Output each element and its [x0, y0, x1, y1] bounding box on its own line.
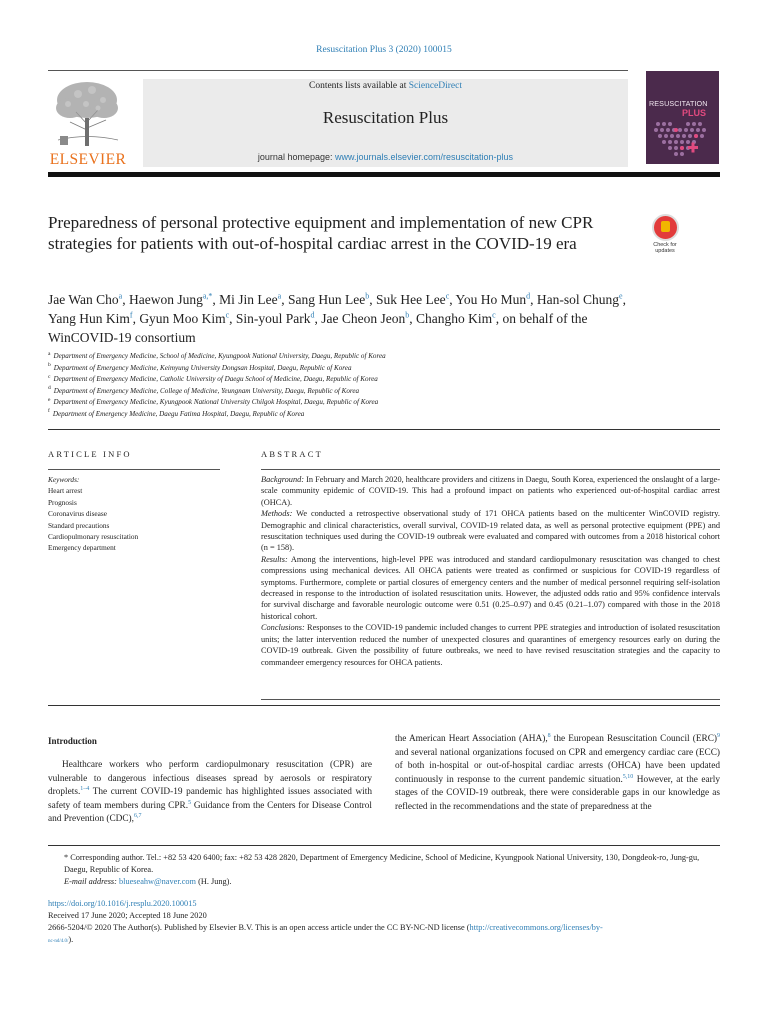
- keyword-item: Coronavirus disease: [48, 509, 107, 519]
- author-name[interactable]: Sang Hun Lee: [287, 292, 366, 307]
- affiliation-list: [48, 351, 648, 420]
- author-affiliation-marker[interactable]: c: [445, 291, 450, 301]
- affiliation-key: a: [48, 350, 51, 357]
- author-affiliation-marker[interactable]: a: [118, 291, 123, 301]
- abstract-section-text: Responses to the COVID-19 pandemic included changes to current PPE strategies and introduction of isolated resuscitation units; the latter intervention reduced the number of unexpected closures and quarantines of emergency resources early on during the COVID-19 outbreak. Given the possibility of future outbreaks, we need to have revised resuscitation strategies and the capacity to commandeer emergency resources for OHCA patients.: [261, 623, 720, 667]
- email-label: E-mail address:: [64, 877, 119, 886]
- author-name[interactable]: Yang Hun Kim: [48, 311, 130, 326]
- author-name[interactable]: Jae Wan Cho: [48, 292, 119, 307]
- affiliation-item: [48, 386, 648, 398]
- abstract-heading: ABSTRACT: [261, 449, 323, 459]
- keywords-label: Keywords:: [48, 475, 80, 484]
- affiliation-item: [48, 409, 648, 421]
- affiliation-item: [48, 351, 648, 363]
- affiliation-key: d: [48, 385, 51, 392]
- author-name[interactable]: Gyun Moo Kim: [139, 311, 226, 326]
- abstract-section: [261, 554, 720, 622]
- author-affiliation-marker[interactable]: d: [310, 310, 315, 320]
- abstract-section-text: In February and March 2020, healthcare providers and citizens in Daegu, South Korea, experienced the onslaught of a large-scale community epidemic of COVID-19. This had a profound impact on patients who experienced out-of-hospital cardiac arrest (OHCA).: [261, 475, 720, 507]
- reference-marker[interactable]: 1–4: [80, 785, 90, 792]
- doi-link[interactable]: https://doi.org/10.1016/j.resplu.2020.100015: [48, 899, 197, 908]
- footnotes: [48, 852, 720, 888]
- affiliation-key: e: [48, 396, 51, 403]
- affiliation-text: Department of Emergency Medicine, School of Medicine, Kyungpook National University, Daegu, Republic of Korea: [53, 352, 386, 360]
- author-name[interactable]: You Ho Mun: [455, 292, 527, 307]
- author-affiliation-marker[interactable]: c: [492, 310, 496, 320]
- keyword-item: Heart arrest: [48, 486, 83, 496]
- author-list: Jae Wan Cho$^a$, Haewon Jung$^{a,*}$, Mi Jin Lee$^a$, Sang Hun Lee$^b$, Suk Hee Lee$^c$, You Ho Mun$^d$, Han-sol Chung$^e$, Yang Hun Kim$^f$, Gyun Moo Kim$^c$, Sin-youl Park$^d$, Jae Cheon Jeon$^b$, Changho Kim$^c$, on behalf of the WinCOVID-19 consortium: [48, 291, 626, 345]
- author-affiliation-marker[interactable]: d: [526, 291, 531, 301]
- license-link[interactable]: http://creativecommons.org/licenses/by-: [469, 923, 603, 932]
- author-name[interactable]: Han-sol Chung: [536, 292, 620, 307]
- affiliation-item: [48, 363, 648, 375]
- author-affiliation-marker[interactable]: a,*: [202, 291, 213, 301]
- author-name[interactable]: Suk Hee Lee: [375, 292, 446, 307]
- abstract-section: [261, 474, 720, 508]
- abstract-section-label: Methods:: [261, 509, 293, 519]
- abstract-section: [261, 622, 720, 668]
- crossmark-icon: [652, 214, 679, 241]
- keywords-block: [48, 474, 228, 554]
- author-name[interactable]: Sin-youl Park: [235, 311, 311, 326]
- abstract-section: [261, 508, 720, 554]
- abstract-section-text: Among the interventions, high-level PPE was introduced and standard cardiopulmonary resuscitation was changed to chest compressions using mechanical devices. All OHCA patients were treated as confirmed or suspicious for COVID-19 regardless of symptoms. Furthermore, complete or partial closures of emergency centers and the number of medical personnel requiring self-isolation decreased in response to the introduction of isolated resuscitation units. However, the adjusted odds ratio and 95% confidence intervals for survival discharge and favorable neurologic outcome were 0.51 (0.25–0.97) and 0.45 (0.21–1.07) compared with those in the 2018 historical cohort.: [261, 554, 720, 621]
- author-affiliation-marker[interactable]: b: [405, 310, 410, 320]
- abstract-top-rule: [261, 469, 720, 470]
- header-rule: [48, 70, 628, 71]
- abstract-section-label: Background:: [261, 475, 305, 484]
- reference-marker[interactable]: 8: [547, 732, 551, 739]
- keyword-item: Cardiopulmonary resuscitation: [48, 532, 139, 542]
- reference-marker[interactable]: 5,10: [622, 773, 634, 780]
- masthead-thick-rule: [48, 172, 720, 177]
- keyword-item: Prognosis: [48, 497, 77, 507]
- affiliation-key: f: [48, 408, 50, 415]
- contents-prefix: Contents lists available at: [308, 81, 409, 91]
- received-dates: Received 17 June 2020; Accepted 18 June 2020: [48, 911, 207, 920]
- publication-info: [48, 898, 720, 948]
- author-affiliation-marker[interactable]: e: [619, 291, 623, 301]
- affiliation-text: Department of Emergency Medicine, Daegu Fatima Hospital, Daegu, Republic of Korea: [52, 409, 305, 418]
- cover-title-plus: PLUS: [682, 108, 707, 118]
- contents-available-line: [143, 81, 628, 91]
- affiliation-key: c: [48, 373, 51, 380]
- sciencedirect-link[interactable]: ScienceDirect: [408, 81, 462, 91]
- reference-marker[interactable]: 5: [188, 799, 192, 806]
- body-rule: [48, 705, 720, 706]
- affiliation-text: Department of Emergency Medicine, College of Medicine, Yeungnam University, Daegu, Republic of Korea: [53, 386, 360, 395]
- abstract-section-text: We conducted a retrospective observational study of 171 OHCA patients based on the multicenter WinCOVID registry. Demographic and clinical characteristics, overall survival, COVID-19 related data, as well as personal protective equipment (PPE) and resuscitation techniques used during the COVID-19 outbreak were evaluated and compared with outcomes from a 2018 historical cohort (n = 158).: [261, 509, 720, 553]
- footnote-rule: [48, 845, 720, 846]
- corresponding-author-note: * Corresponding author. Tel.: +82 53 420 6400; fax: +82 53 428 2820, Department of Emergency Medicine, School of Medicine, Kyungpook National University, 130, Dongdeok-ro, Jung-gu, Daegu, Republic of Korea.: [64, 853, 700, 874]
- elsevier-wordmark: ELSEVIER: [49, 151, 127, 168]
- reference-marker[interactable]: 9: [717, 732, 720, 739]
- abstract-body: [261, 474, 720, 668]
- author-affiliation-marker[interactable]: a: [277, 291, 282, 301]
- reference-marker[interactable]: 6,7: [133, 812, 142, 819]
- section-rule: [48, 429, 720, 430]
- affiliation-item: [48, 397, 648, 409]
- affiliation-text: Department of Emergency Medicine, Kyungpook National University Chilgok Hospital, Daegu, Republic of Korea: [53, 398, 379, 406]
- author-name[interactable]: Haewon Jung: [128, 292, 203, 307]
- article-info-heading: ARTICLE INFO: [48, 449, 132, 459]
- license-line: [48, 922, 720, 948]
- cover-heart-dots: [652, 118, 714, 162]
- author-affiliation-marker[interactable]: b: [365, 291, 370, 301]
- license-link-end[interactable]: nc-nd/4.0/: [48, 939, 69, 944]
- cover-title-resuscitation: RESUSCITATION: [649, 99, 708, 108]
- journal-cover-thumbnail[interactable]: [646, 71, 719, 164]
- abstract-section-label: Results:: [261, 554, 288, 564]
- abstract-bottom-rule: [261, 699, 720, 700]
- article-title: Preparedness of personal protective equipment and implementation of new CPR strategies for patients with out-of-hospital cardiac arrest in the COVID-19 era: [48, 213, 594, 253]
- keyword-item: Standard precautions: [48, 520, 110, 530]
- check-for-updates-badge[interactable]: [646, 214, 684, 252]
- journal-citation-link[interactable]: Resuscitation Plus 3 (2020) 100015: [316, 45, 452, 55]
- keyword-item: Emergency department: [48, 543, 116, 553]
- introduction-heading: Introduction: [48, 736, 97, 746]
- license-text: 2666-5204/© 2020 The Author(s). Published by Elsevier B.V. This is an open access article under the CC BY-NC-ND license (: [48, 923, 470, 932]
- author-affiliation-marker[interactable]: f: [129, 310, 133, 320]
- author-name[interactable]: Jae Cheon Jeon: [321, 311, 406, 326]
- journal-homepage-line: [143, 152, 628, 162]
- crossmark-label: Check for updates: [653, 242, 677, 254]
- author-name[interactable]: Mi Jin Lee: [219, 292, 278, 307]
- consortium-note: , on behalf of the WinCOVID-19 consortium: [48, 311, 588, 345]
- email-line: [48, 876, 720, 888]
- introduction-column-left: Healthcare workers who perform cardiopulmonary resuscitation (CPR) are vulnerable to dangerous infectious diseases spread by aerosols or respiratory droplets.$^{1-4}$ The current COVID-19 pandemic has highlighted issues associated with safety of team members during CPR.$^5$ Guidance from the Centers for Disease Control and Prevention (CDC),$^{6,7}$: [48, 760, 372, 824]
- affiliation-item: [48, 374, 648, 386]
- author-affiliation-marker[interactable]: c: [225, 310, 230, 320]
- journal-name: Resuscitation Plus: [322, 108, 449, 127]
- article-info-rule: [48, 469, 220, 470]
- author-name[interactable]: Changho Kim: [416, 311, 493, 326]
- affiliation-text: Department of Emergency Medicine, Keimyung University Dongsan Hospital, Daegu, Republic of Korea: [53, 363, 352, 372]
- abstract-section-label: Conclusions:: [261, 623, 305, 633]
- license-close: ).: [68, 935, 74, 944]
- affiliation-text: Department of Emergency Medicine, Catholic University of Daegu School of Medicine, Daegu, Republic of Korea: [53, 375, 378, 383]
- affiliation-key: b: [48, 362, 51, 369]
- journal-homepage-link[interactable]: www.journals.elsevier.com/resuscitation-plus: [334, 152, 514, 162]
- email-link[interactable]: blueseahw@naver.com: [119, 877, 196, 886]
- email-suffix: (H. Jung).: [196, 877, 232, 886]
- homepage-label: journal homepage:: [257, 152, 335, 162]
- keywords-list: [48, 485, 228, 553]
- introduction-column-right: the American Heart Association (AHA),$^8$ the European Resuscitation Council (ERC)$^9$ and several national organizations focused on CPR and emergency cardiac care (ECC) of both in-hospital or out-of-hospital cardiac arrests (OHCA) have been updated continuously in response to the current pandemic situation.$^{5,10}$ However, at the early stages of the COVID-19 outbreak, there were considerable gaps in our knowledge as reflected in the recommendations and the state of preparedness at the: [395, 732, 720, 812]
